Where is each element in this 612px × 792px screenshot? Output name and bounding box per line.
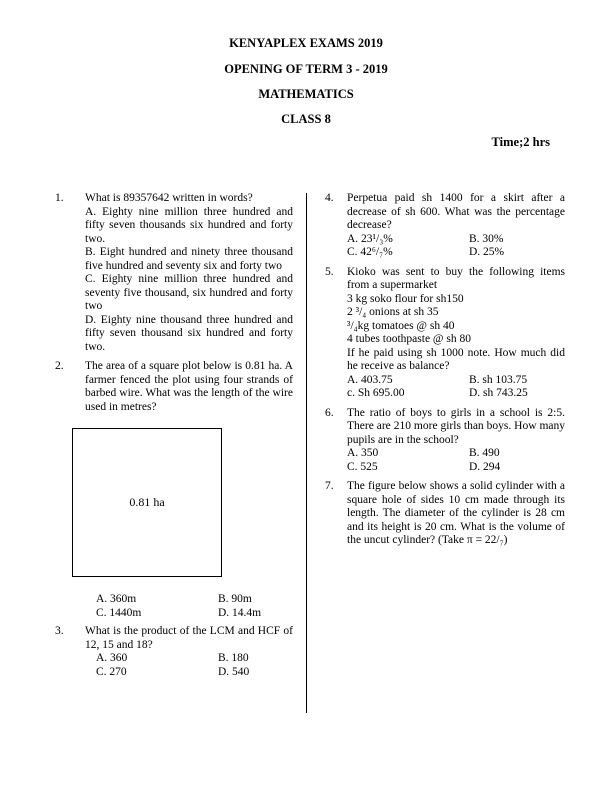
question-2-figure-wrap: [72, 428, 293, 577]
question-5-option-b: B. sh 103.75: [469, 373, 528, 386]
exam-time: Time;2 hrs: [491, 135, 550, 149]
question-7-body: [347, 480, 565, 548]
question-6-option-a: A. 350: [347, 447, 379, 459]
question-4-text: Perpetua paid sh 1400 for a skirt after a decrease of sh 600. What was the percentage decrease?: [347, 192, 565, 231]
question-5: [325, 266, 565, 401]
question-2-number: 2.: [55, 360, 64, 372]
question-6-option-c: C. 525: [347, 460, 378, 473]
question-1-option-a: A. Eighty nine million three hundred and fifty seven thousands six hundred and forty two.: [85, 205, 293, 245]
question-5-item-1: 3 kg soko flour for sh150: [347, 292, 464, 305]
question-2-option-a: A. 360m: [96, 593, 137, 605]
question-7-text: The figure below shows a solid cylinder with a square hole of sides 10 cm made through its length. The diameter of the cylinder is 28 cm and its height is 20 cm. What is the volume of the uncut cylinder? (Take π = 22/₇): [347, 480, 565, 546]
question-3-text: What is the product of the LCM and HCF of 12, 15 and 18?: [85, 625, 293, 651]
question-6-option-d: D. 294: [469, 460, 501, 473]
question-2-option-d: D. 14.4m: [218, 606, 262, 619]
question-5-question: If he paid using sh 1000 note. How much did he receive as balance?: [347, 346, 565, 372]
question-5-intro: Kioko was sent to buy the following items from a supermarket: [347, 265, 565, 291]
exam-class: CLASS 8: [281, 112, 331, 126]
question-5-option-d: D. sh 743.25: [469, 387, 528, 399]
question-3: [55, 625, 293, 679]
question-5-body: [347, 266, 565, 401]
question-5-option-a: A. 403.75: [347, 373, 393, 386]
question-6-text: The ratio of boys to girls in a school is 2:5. There are 210 more girls than boys. How many pupils are in the school?: [347, 406, 565, 446]
left-column: [55, 192, 293, 685]
question-1-body: [85, 192, 293, 354]
question-1-text: What is 89357642 written in words?: [85, 192, 253, 204]
column-divider: [306, 193, 307, 713]
question-5-options: [347, 374, 565, 401]
question-6-number: 6.: [325, 406, 334, 419]
question-4: [325, 192, 565, 260]
question-2: [55, 360, 293, 414]
question-3-option-c: C. 270: [96, 665, 127, 678]
question-2-option-b: B. 90m: [218, 593, 252, 605]
question-5-item-3: ³/₄kg tomatoes @ sh 40: [347, 319, 455, 332]
question-3-option-d: D. 540: [218, 665, 250, 678]
question-6-option-b: B. 490: [469, 447, 500, 459]
square-plot-figure: [72, 428, 222, 577]
question-2-options: [96, 593, 293, 620]
question-6-options: [347, 447, 565, 474]
question-5-item-4: 4 tubes toothpaste @ sh 80: [347, 333, 471, 345]
question-4-option-c: C. 42⁶/₇%: [347, 246, 393, 258]
question-3-option-b: B. 180: [218, 652, 249, 664]
right-column: [325, 192, 565, 554]
question-1-number: 1.: [55, 192, 64, 204]
question-4-option-b: B. 30%: [469, 232, 504, 245]
question-3-options: [96, 652, 293, 679]
figure-area-label: 0.81 ha: [129, 494, 165, 509]
exam-subject: MATHEMATICS: [258, 87, 354, 101]
question-4-options: [347, 233, 565, 260]
question-7: [325, 480, 565, 548]
exam-title: KENYAPLEX EXAMS 2019: [229, 36, 383, 50]
question-2-option-c: C. 1440m: [96, 606, 142, 619]
question-1-option-d: D. Eighty nine thousand three hundred and fifty seven thousand six hundred and forty two.: [85, 313, 293, 353]
question-7-number: 7.: [325, 480, 334, 492]
question-5-option-c: c. Sh 695.00: [347, 387, 405, 399]
question-5-number: 5.: [325, 265, 334, 278]
question-1: [55, 192, 293, 354]
question-4-option-d: D. 25%: [469, 246, 505, 258]
question-6-body: [347, 407, 565, 475]
question-5-item-2: 2 ³/₄ onions at sh 35: [347, 306, 439, 318]
question-3-body: [85, 625, 293, 679]
question-4-body: [347, 192, 565, 260]
question-1-option-c: C. Eighty nine million three hundred and seventy five thousand, six hundred and forty two: [85, 273, 293, 312]
question-3-option-a: A. 360: [96, 652, 128, 664]
question-4-number: 4.: [325, 192, 334, 204]
question-6: [325, 407, 565, 475]
question-3-number: 3.: [55, 625, 64, 637]
question-4-option-a: A. 23¹/₃%: [347, 232, 393, 245]
exam-subtitle: OPENING OF TERM 3 - 2019: [224, 62, 388, 76]
question-2-text: The area of a square plot below is 0.81 ha. A farmer fenced the plot using four strands of barbed wire. What was the length of the wire used in metres?: [85, 360, 293, 413]
question-2-body: [85, 360, 293, 414]
question-1-option-b: B. Eight hundred and ninety three thousand five hundred and seventy six and forty two: [85, 246, 293, 272]
